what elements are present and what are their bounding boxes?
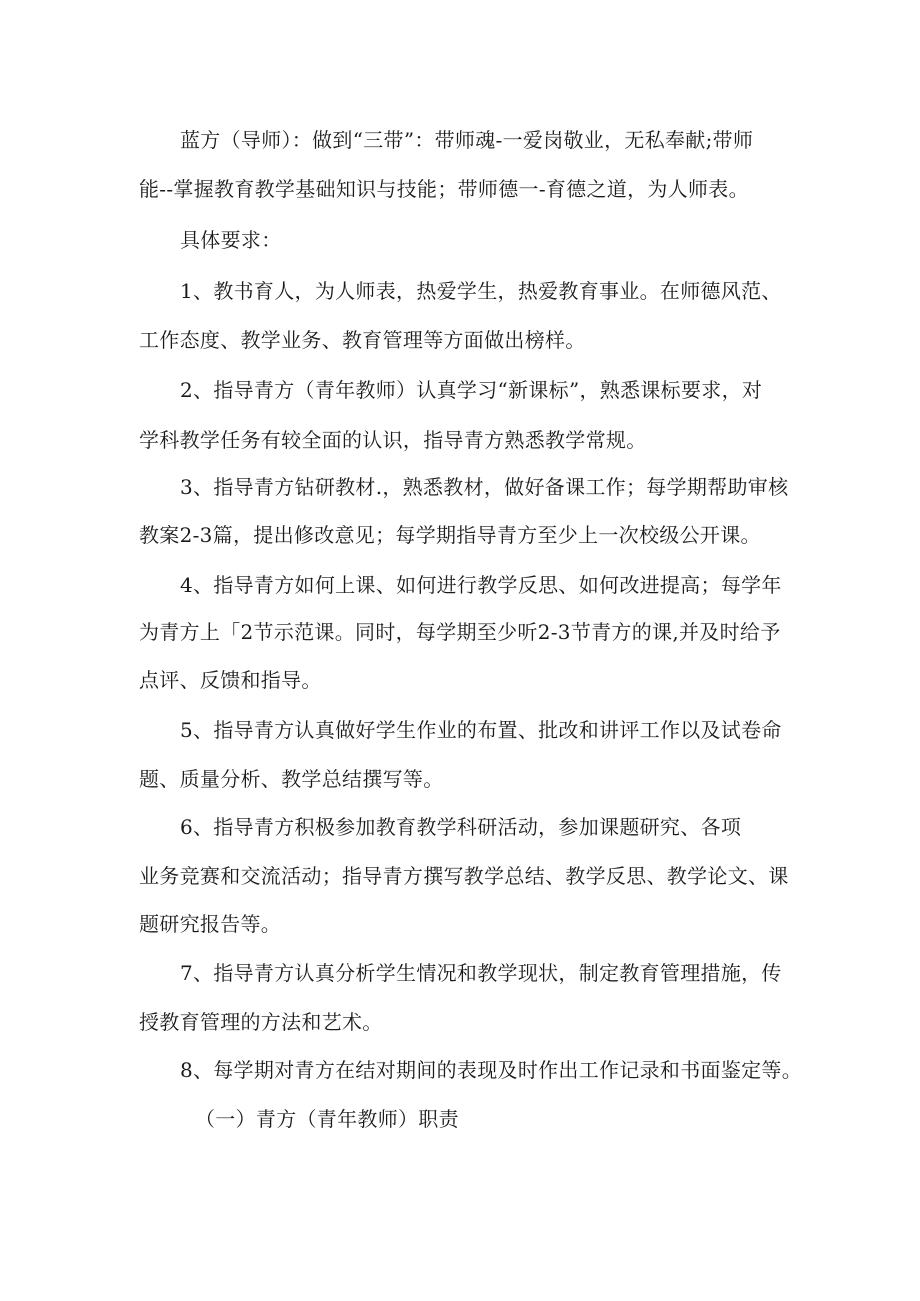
item-6-line-3: 题研究报告等。 bbox=[139, 912, 282, 936]
requirements-heading: 具体要求： bbox=[180, 228, 282, 252]
item-1-line-2: 工作态度、教学业务、教育管理等方面做出榜样。 bbox=[139, 328, 586, 352]
item-4-line-2: 为青方上「2节示范课。同时，每学期至少听2-3节青方的课,并及时给予 bbox=[139, 620, 781, 644]
item-5-line-2: 题、质量分析、教学总结撰写等。 bbox=[139, 767, 444, 791]
item-1-line-1: 1、教书育人，为人师表，热爱学生，热爱教育事业。在师德风范、 bbox=[180, 279, 782, 303]
item-2-line-2: 学科教学任务有较全面的认识，指导青方熟悉教学常规。 bbox=[139, 428, 647, 452]
item-5-line-1: 5、指导青方认真做好学生作业的布置、批改和讲评工作以及试卷命 bbox=[180, 718, 782, 742]
item-7-line-2: 授教育管理的方法和艺术。 bbox=[139, 1010, 383, 1034]
paragraph-mentor-line-2: 能--掌握教育教学基础知识与技能；带师德一-育德之道，为人师表。 bbox=[139, 177, 749, 201]
paragraph-mentor-line-1: 蓝方（导师）：做到“三带”：带师魂-一爱岗敬业，无私奉献;带师 bbox=[180, 128, 754, 152]
item-2-line-1: 2、指导青方（青年教师）认真学习“新课标”，熟悉课标要求，对 bbox=[180, 378, 763, 402]
item-6-line-1: 6、指导青方积极参加教育教学科研活动，参加课题研究、各项 bbox=[180, 815, 742, 839]
item-4-line-3: 点评、反馈和指导。 bbox=[139, 668, 322, 692]
item-3-line-1: 3、指导青方钻研教材.，熟悉教材，做好备课工作；每学期帮助审核 bbox=[180, 475, 789, 499]
item-3-line-2: 教案2-3篇，提出修改意见；每学期指导青方至少上一次校级公开课。 bbox=[139, 523, 761, 547]
item-8-line-1: 8、每学期对青方在结对期间的表现及时作出工作记录和书面鉴定等。 bbox=[180, 1058, 803, 1082]
section-heading-youth-teacher: （一）青方（青年教师）职责 bbox=[195, 1107, 459, 1131]
item-7-line-1: 7、指导青方认真分析学生情况和教学现状，制定教育管理措施，传 bbox=[180, 961, 782, 985]
item-4-line-1: 4、指导青方如何上课、如何进行教学反思、如何改进提高；每学年 bbox=[180, 573, 782, 597]
item-6-line-2: 业务竞赛和交流活动；指导青方撰写教学总结、教学反思、教学论文、课 bbox=[139, 864, 789, 888]
